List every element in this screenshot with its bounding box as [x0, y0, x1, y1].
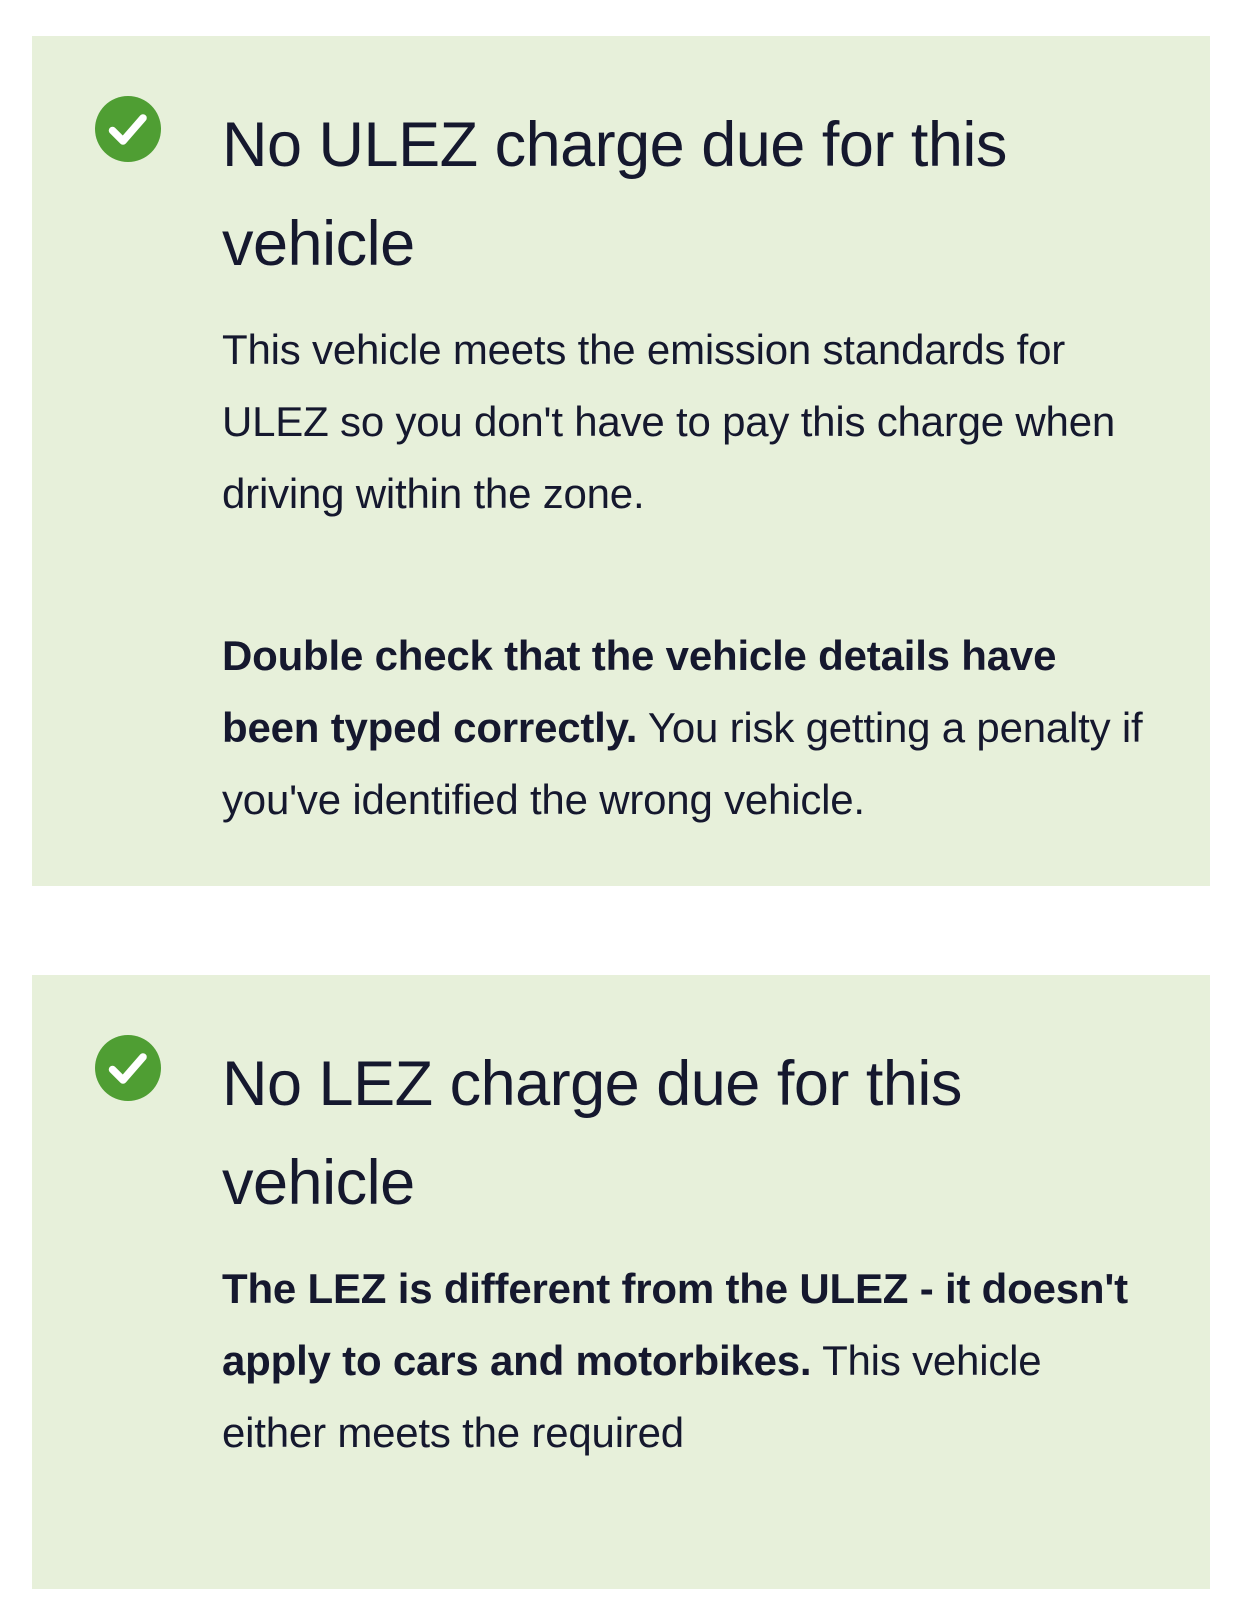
page	[0, 36, 1242, 1589]
paragraph-text: This vehicle meets the emission standards for ULEZ so you don't have to pay this charge when driving within the zone.	[222, 326, 1116, 517]
paragraph-text: This vehicle either meets the required	[222, 1337, 1042, 1456]
ulez-panel-heading: No ULEZ charge due for this vehicle	[222, 110, 1007, 279]
lez-panel-heading: No LEZ charge due for this vehicle	[222, 1049, 962, 1218]
paragraph-text: You risk getting a penalty if you've identified the wrong vehicle.	[222, 704, 1143, 823]
ulez-panel-warning-paragraph	[222, 620, 1156, 836]
ulez-status-panel	[32, 36, 1210, 886]
lez-status-panel	[32, 975, 1210, 1589]
check-circle-icon	[95, 96, 161, 162]
ulez-panel-paragraph	[222, 314, 1156, 530]
check-circle-icon	[95, 1035, 161, 1101]
lez-panel-paragraph	[222, 1253, 1156, 1469]
bold-lead-text: The LEZ is different from the ULEZ - it doesn't apply to cars and motorbikes.	[222, 1265, 1128, 1384]
bold-lead-text: Double check that the vehicle details have been typed correctly.	[222, 632, 1057, 751]
